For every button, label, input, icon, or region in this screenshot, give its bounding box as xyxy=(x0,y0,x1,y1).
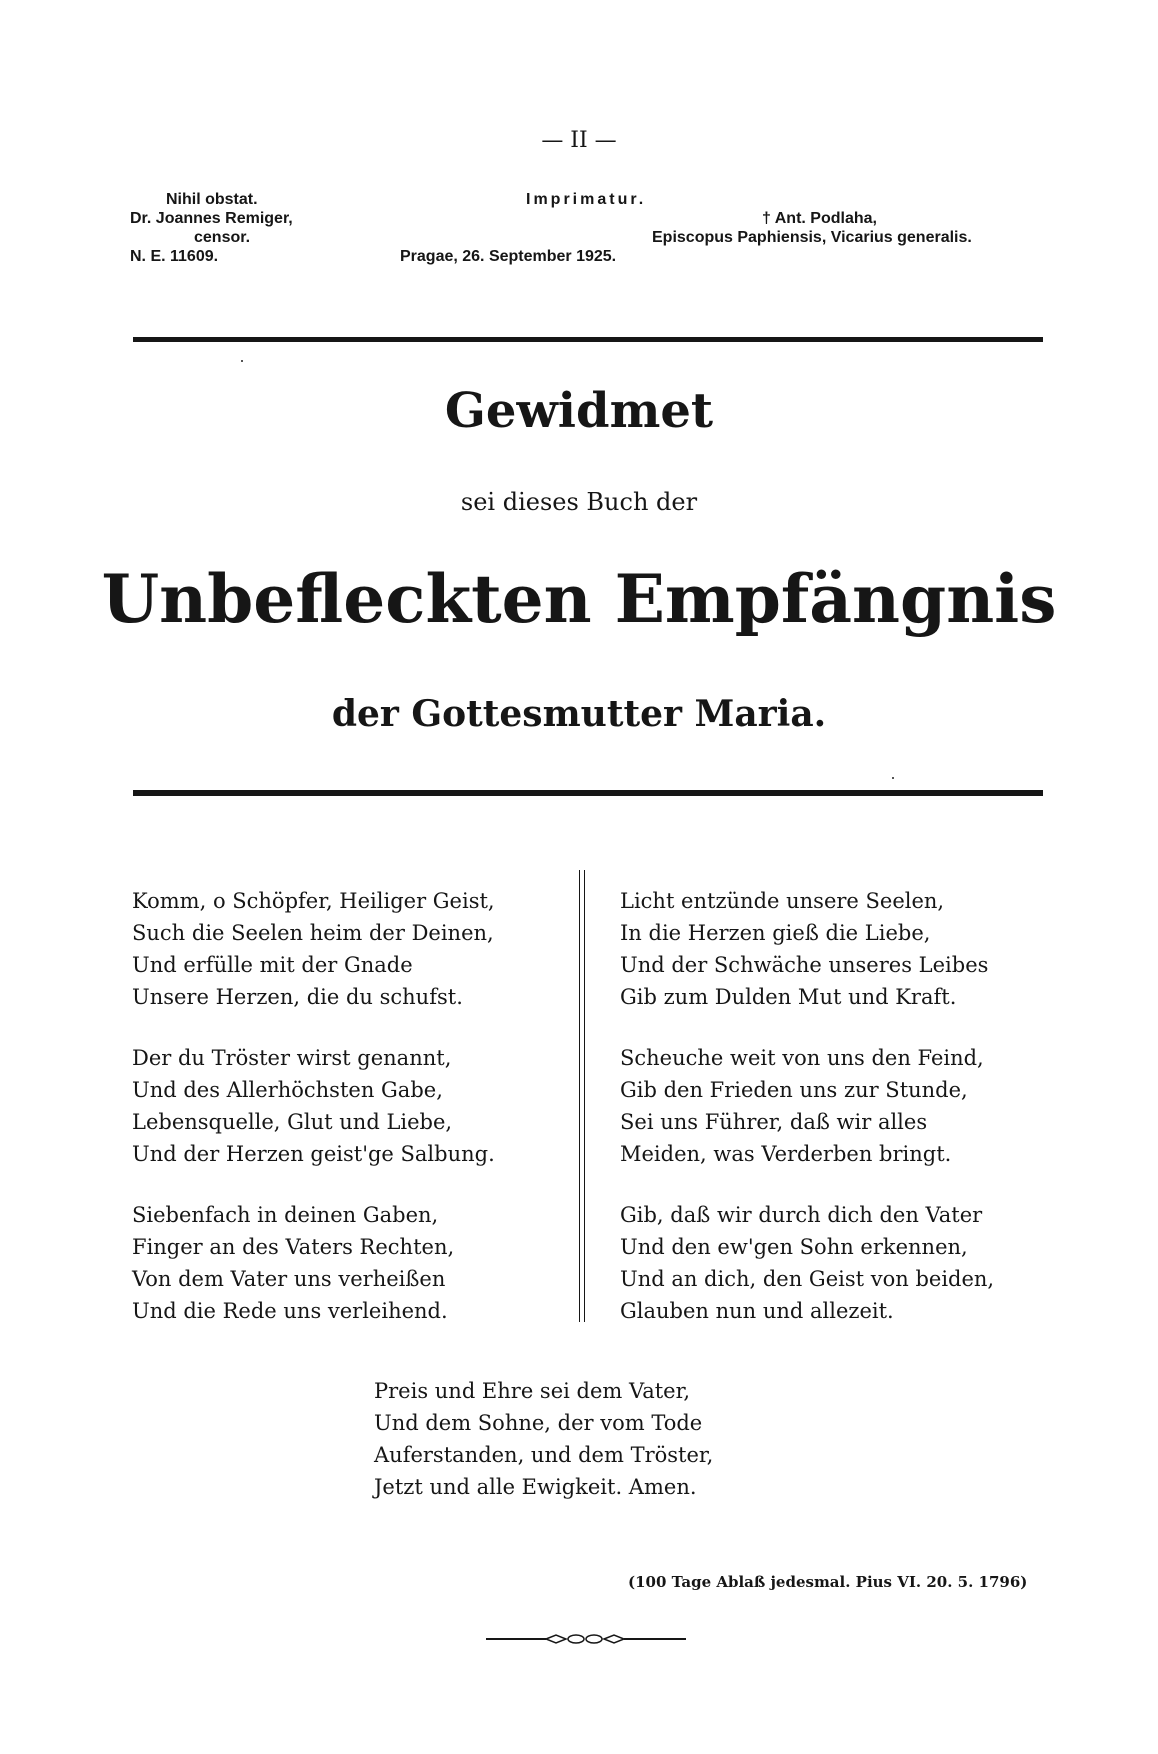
speck xyxy=(892,777,894,779)
imprimatur: Imprimatur. xyxy=(526,191,647,208)
stanza xyxy=(132,1199,495,1327)
hymn-line: Lebensquelle, Glut und Liebe, xyxy=(132,1110,453,1134)
hymn-line: Preis und Ehre sei dem Vater, xyxy=(374,1379,691,1403)
hymn-line: Und an dich, den Geist von beiden, xyxy=(620,1267,995,1291)
hymn-line: Finger an des Vaters Rechten, xyxy=(132,1235,455,1259)
hymn-line: Und der Schwäche unseres Leibes xyxy=(620,953,989,977)
dedication-title: Gewidmet xyxy=(444,383,714,439)
indulgence-note: (100 Tage Ablaß jedesmal. Pius VI. 20. 5. 1796) xyxy=(628,1573,1028,1591)
nihil-obstat: Nihil obstat. xyxy=(166,191,258,208)
hymn-line: Siebenfach in deinen Gaben, xyxy=(132,1203,439,1227)
bishop-block xyxy=(640,190,1040,247)
middle-divider xyxy=(133,790,1043,796)
hymn-line: Und dem Sohne, der vom Tode xyxy=(374,1411,703,1435)
hymn-right-column xyxy=(620,885,994,1327)
bishop-title: Episcopus Paphiensis, Vicarius generalis. xyxy=(652,229,972,246)
hymn-line: Und die Rede uns verleihend. xyxy=(132,1299,448,1323)
censor-name: Dr. Joannes Remiger, xyxy=(130,210,293,227)
hymn-line: Der du Tröster wirst genannt, xyxy=(132,1046,452,1070)
imprimatur-date: Pragae, 26. September 1925. xyxy=(400,248,617,265)
dedication-subheading: der Gottesmutter Maria. xyxy=(331,693,827,735)
doxology-stanza xyxy=(374,1375,713,1503)
hymn-line: Unsere Herzen, die du schufst. xyxy=(132,985,463,1009)
hymn-left-column xyxy=(132,885,495,1327)
ornament-icon xyxy=(486,1632,686,1646)
hymn-line: Von dem Vater uns verheißen xyxy=(132,1267,446,1291)
hymn-line: Komm, o Schöpfer, Heiliger Geist, xyxy=(132,889,495,913)
stanza xyxy=(132,1042,495,1170)
censor-title: censor. xyxy=(194,229,251,246)
hymn-line: Und der Herzen geist'ge Salbung. xyxy=(132,1142,495,1166)
hymn-line: Jetzt und alle Ewigkeit. Amen. xyxy=(374,1475,697,1499)
top-divider xyxy=(133,337,1043,342)
hymn-line: Gib den Frieden uns zur Stunde, xyxy=(620,1078,968,1102)
speck xyxy=(241,360,243,362)
column-divider xyxy=(579,870,580,1322)
imprimatur-block xyxy=(400,190,646,266)
page-number: — II — xyxy=(541,128,617,153)
hymn-line: In die Herzen gieß die Liebe, xyxy=(620,921,931,945)
stanza xyxy=(620,1199,994,1327)
hymn-line: Und des Allerhöchsten Gabe, xyxy=(132,1078,443,1102)
dedication-heading: Unbefleckten Empfängnis xyxy=(101,560,1057,638)
nihil-obstat-block xyxy=(130,190,293,266)
bishop-name: † Ant. Podlaha, xyxy=(762,210,877,227)
reference-number: N. E. 11609. xyxy=(130,248,219,265)
hymn-line: Gib zum Dulden Mut und Kraft. xyxy=(620,985,957,1009)
stanza xyxy=(620,885,994,1013)
hymn-line: Meiden, was Verderben bringt. xyxy=(620,1142,952,1166)
hymn-line: Und erfülle mit der Gnade xyxy=(132,953,413,977)
column-divider xyxy=(584,870,585,1322)
hymn-line: Scheuche weit von uns den Feind, xyxy=(620,1046,984,1070)
hymn-line: Und den ew'gen Sohn erkennen, xyxy=(620,1235,968,1259)
hymn-line: Glauben nun und allezeit. xyxy=(620,1299,894,1323)
hymn-line: Gib, daß wir durch dich den Vater xyxy=(620,1203,983,1227)
hymn-line: Sei uns Führer, daß wir alles xyxy=(620,1110,928,1134)
dedication-line: sei dieses Buch der xyxy=(460,488,698,516)
stanza xyxy=(620,1042,994,1170)
hymn-line: Such die Seelen heim der Deinen, xyxy=(132,921,494,945)
stanza xyxy=(132,885,495,1013)
hymn-line: Auferstanden, und dem Tröster, xyxy=(374,1443,714,1467)
hymn-line: Licht entzünde unsere Seelen, xyxy=(620,889,945,913)
